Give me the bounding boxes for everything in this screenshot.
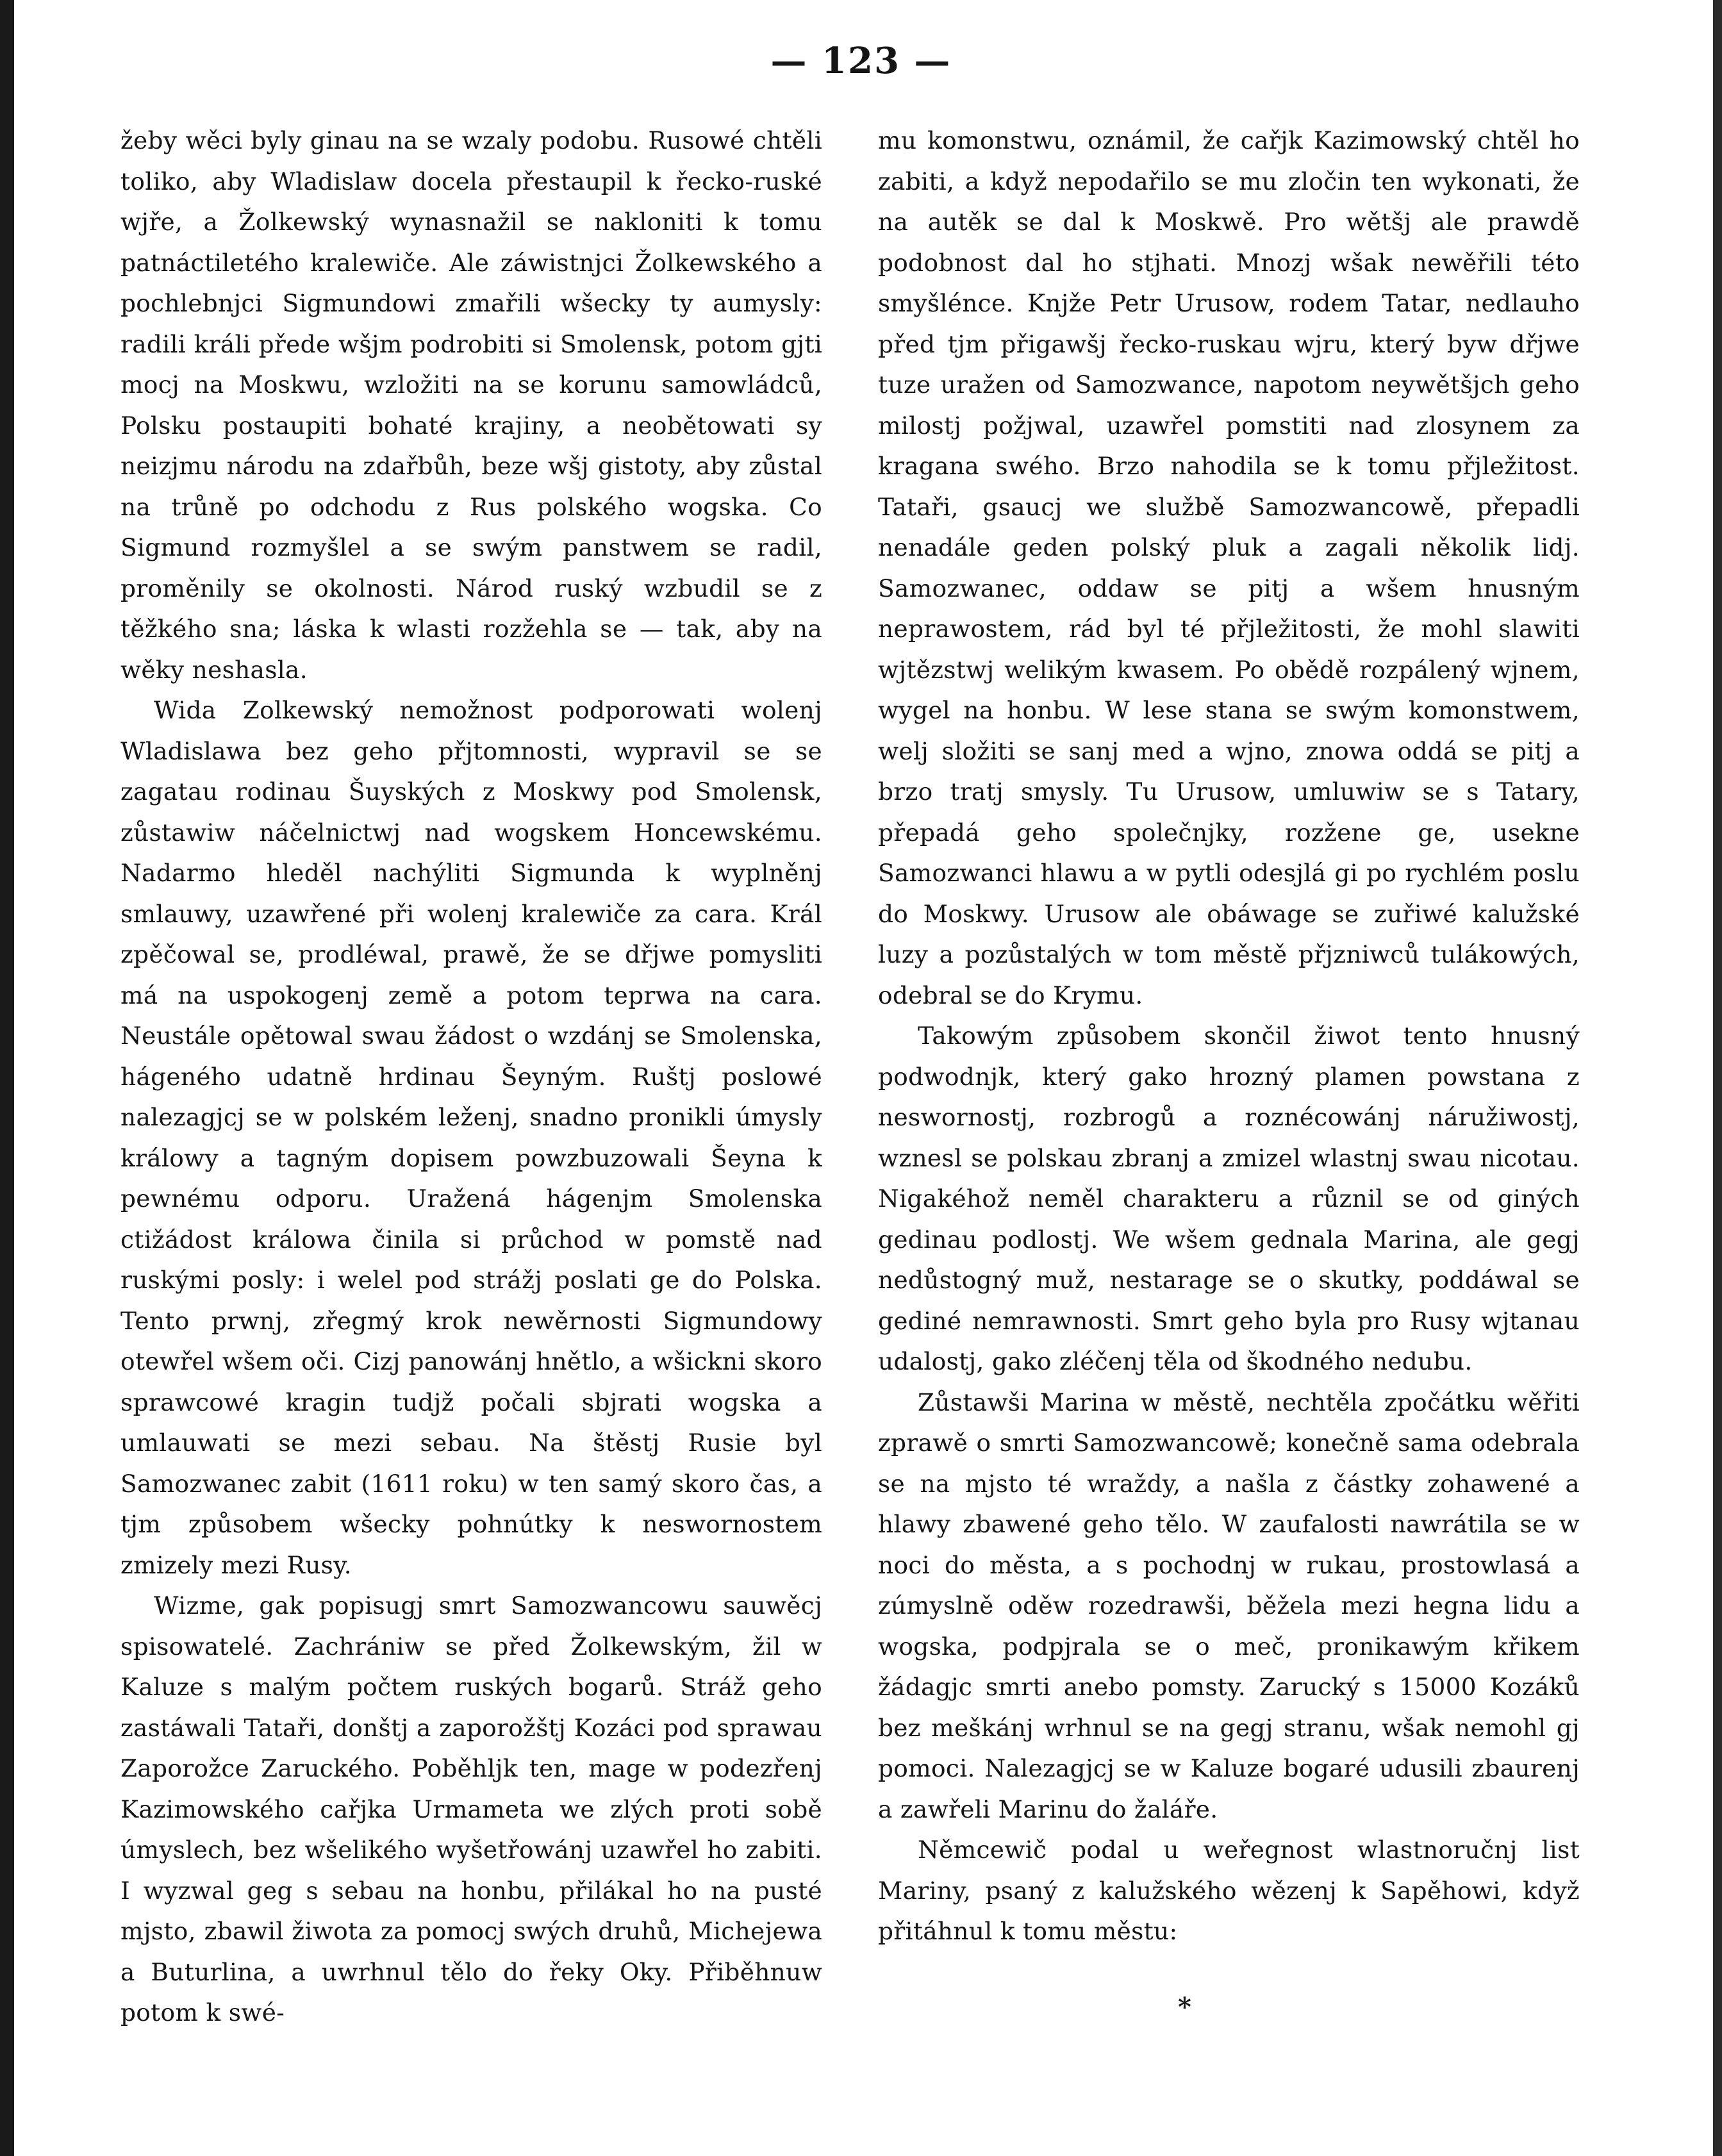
right-paragraph-1: mu komonstwu, oznámil, že cařjk Kazimowský chtěl ho zabiti, a když nepodařilo se mu zločin ten wykonati, že na autěk se dal k Moskwě. Pro wětšj ale prawdě podobnost dal ho stjhati. Mnozj wšak newěřili této smyšlénce. Knjže Petr Urusow, rodem Tatar, nedlauho před tjm přigawšj řecko-ruskau wjru, který byw dřjwe tuze uražen od Samozwance, napotom neywětšjch geho milostj požjwal, uzawřel pomstiti nad zlosynem za kragana swého. Brzo nahodila se k tomu přjležitost. Tataři, gsaucj we službě Samozwancowě, přepadli nenadále geden polský pluk a zagali několik lidj. Samozwanec, oddaw se pitj a wšem hnusným neprawostem, rád byl té přjležitosti, že mohl slawiti wjtězstwj welikým kwasem. Po obědě rozpálený wjnem, wygel na honbu. W lese stana se swým komonstwem, welj složiti se sanj med a wjno, znowa oddá se pitj a brzo tratj smysly. Tu Urusow, umluwiw se s Tatary, přepadá geho společnjky, rozžene ge, usekne Samozwanci hlawu a w pytli odesjlá gi po rychlém poslu do Moskwy. Urusow ale obáwage se zuřiwé kalužské luzy a pozůstalých w tom městě přjzniwců tulákowých, odebral se do Krymu.: [878, 126, 1580, 1009]
right-column: [878, 120, 1580, 1952]
right-paragraph-4: Němcewič podal u weřegnost wlastnoručnj list Mariny, psaný z kalužského wězenj k Sapěhowi, když přitáhnul k tomu městu:: [878, 1836, 1580, 1945]
left-paragraph-2: Wida Zolkewský nemožnost podporowati wolenj Wladislawa bez geho přjtomnosti, wypravil se se zagatau rodinau Šuyských z Moskwy pod Smolensk, zůstawiw náčelnictwj nad wogskem Honcewskému. Nadarmo hleděl nachýliti Sigmunda k wyplněnj smlauwy, uzawřené při wolenj kralewiče za cara. Král zpěčowal se, prodléwal, prawě, že se dřjwe pomysliti má na uspokogenj země a potom teprwa na cara. Neustále opětowal swau žádost o wzdánj se Smolenska, hágeného udatně hrdinau Šeyným. Ruštj poslowé nalezagjcj se w polském leženj, snadno pronikli úmysly králowy a tagným dopisem powzbuzowali Šeyna k pewnému odporu. Uražená hágenjm Smolenska ctižádost králowa činila si průchod w pomstě nad ruskými posly: i welel pod strážj poslati ge do Polska. Tento prwnj, zřegmý krok newěrnosti Sigmundowy otewřel wšem oči. Cizj panowánj hnětlo, a wšickni skoro sprawcowé kragin tudjž počali sbjrati wogska a umlauwati se mezi sebau. Na štěstj Rusie byl Samozwanec zabit (1611 roku) w ten samý skoro čas, a tjm způsobem wšecky pohnútky k neswornostem zmizely mezi Rusy.: [120, 696, 822, 1579]
right-paragraph-2: Takowým způsobem skončil žiwot tento hnusný podwodnjk, který gako hrozný plamen powstana z neswornostj, rozbrogů a roznécowánj náružiwostj, wznesl se polskau zbranj a zmizel wlastnj swau nicotau. Nigakéhož neměl charakteru a různil se od giných gedinau podlostj. We wšem gednala Marina, ale gegj nedůstogný muž, nestarage se o skutky, poddáwal se gediné nemrawnosti. Smrt geho byla pro Rusy wjtanau udalostj, gako zléčenj těla od škodného nedubu.: [878, 1022, 1580, 1375]
scan-right-edge: [1713, 0, 1722, 2156]
scan-left-edge: [0, 0, 14, 2156]
left-column: [120, 120, 822, 2034]
footer-asterisk: *: [1178, 1992, 1191, 2022]
page-number: — 123 —: [770, 40, 952, 82]
right-paragraph-3: Zůstawši Marina w městě, nechtěla zpočátku wěřiti zprawě o smrti Samozwancowě; konečně sama odebrala se na mjsto té wraždy, a našla z částky zohawené a hlawy zbawené geho tělo. W zaufalosti nawrátila se w noci do města, a s pochodnj w rukau, prostowlasá a zúmyslně oděw rozedrawši, běžela mezi hegna lidu a wogska, podpjrala se o meč, pronikawým křikem žádagjc smrti anebo pomsty. Zarucký s 15000 Kozáků bez meškánj wrhnul se na gegj stranu, wšak nemohl gj pomoci. Nalezagjcj se w Kaluze bogaré udusili zbaurenj a zawřeli Marinu do žaláře.: [878, 1388, 1580, 1823]
left-paragraph-3: Wizme, gak popisugj smrt Samozwancowu sauwěcj spisowatelé. Zachrániw se před Žolkewským, žil w Kaluze s malým počtem ruských bogarů. Stráž geho zastáwali Tataři, donštj a zaporožštj Kozáci pod sprawau Zaporožce Zaruckého. Poběhljk ten, mage w podezřenj Kazimowského cařjka Urmameta we zlých proti sobě úmyslech, bez wšelikého wyšetřowánj uzawřel ho zabiti. I wyzwal geg s sebau na honbu, přilákal ho na pusté mjsto, zbawil žiwota za pomocj swých druhů, Michejewa a Buturlina, a uwrhnul tělo do řeky Oky. Přiběhnuw potom k swé-: [120, 1591, 822, 2027]
left-paragraph-1: žeby wěci byly ginau na se wzaly podobu. Rusowé chtěli toliko, aby Wladislaw docela přestaupil k řecko-ruské wjře, a Žolkewský wynasnažil se nakloniti k tomu patnáctiletého kralewiče. Ale záwistnjci Žolkewského a pochlebnjci Sigmundowi zmařili wšecky ty aumysly: radili králi přede wšjm podrobiti si Smolensk, potom gjti mocj na Moskwu, wzložiti na se korunu samowládců, Polsku postaupiti bohaté krajiny, a neobětowati sy neizjmu národu na zdařbůh, beze wšj gistoty, aby zůstal na trůně po odchodu z Rus polského wogska. Co Sigmund rozmyšlel a se swým panstwem se radil, proměnily se okolnosti. Národ ruský wzbudil se z těžkého sna; láska k wlasti rozžehla se — tak, aby na wěky neshasla.: [120, 126, 822, 684]
